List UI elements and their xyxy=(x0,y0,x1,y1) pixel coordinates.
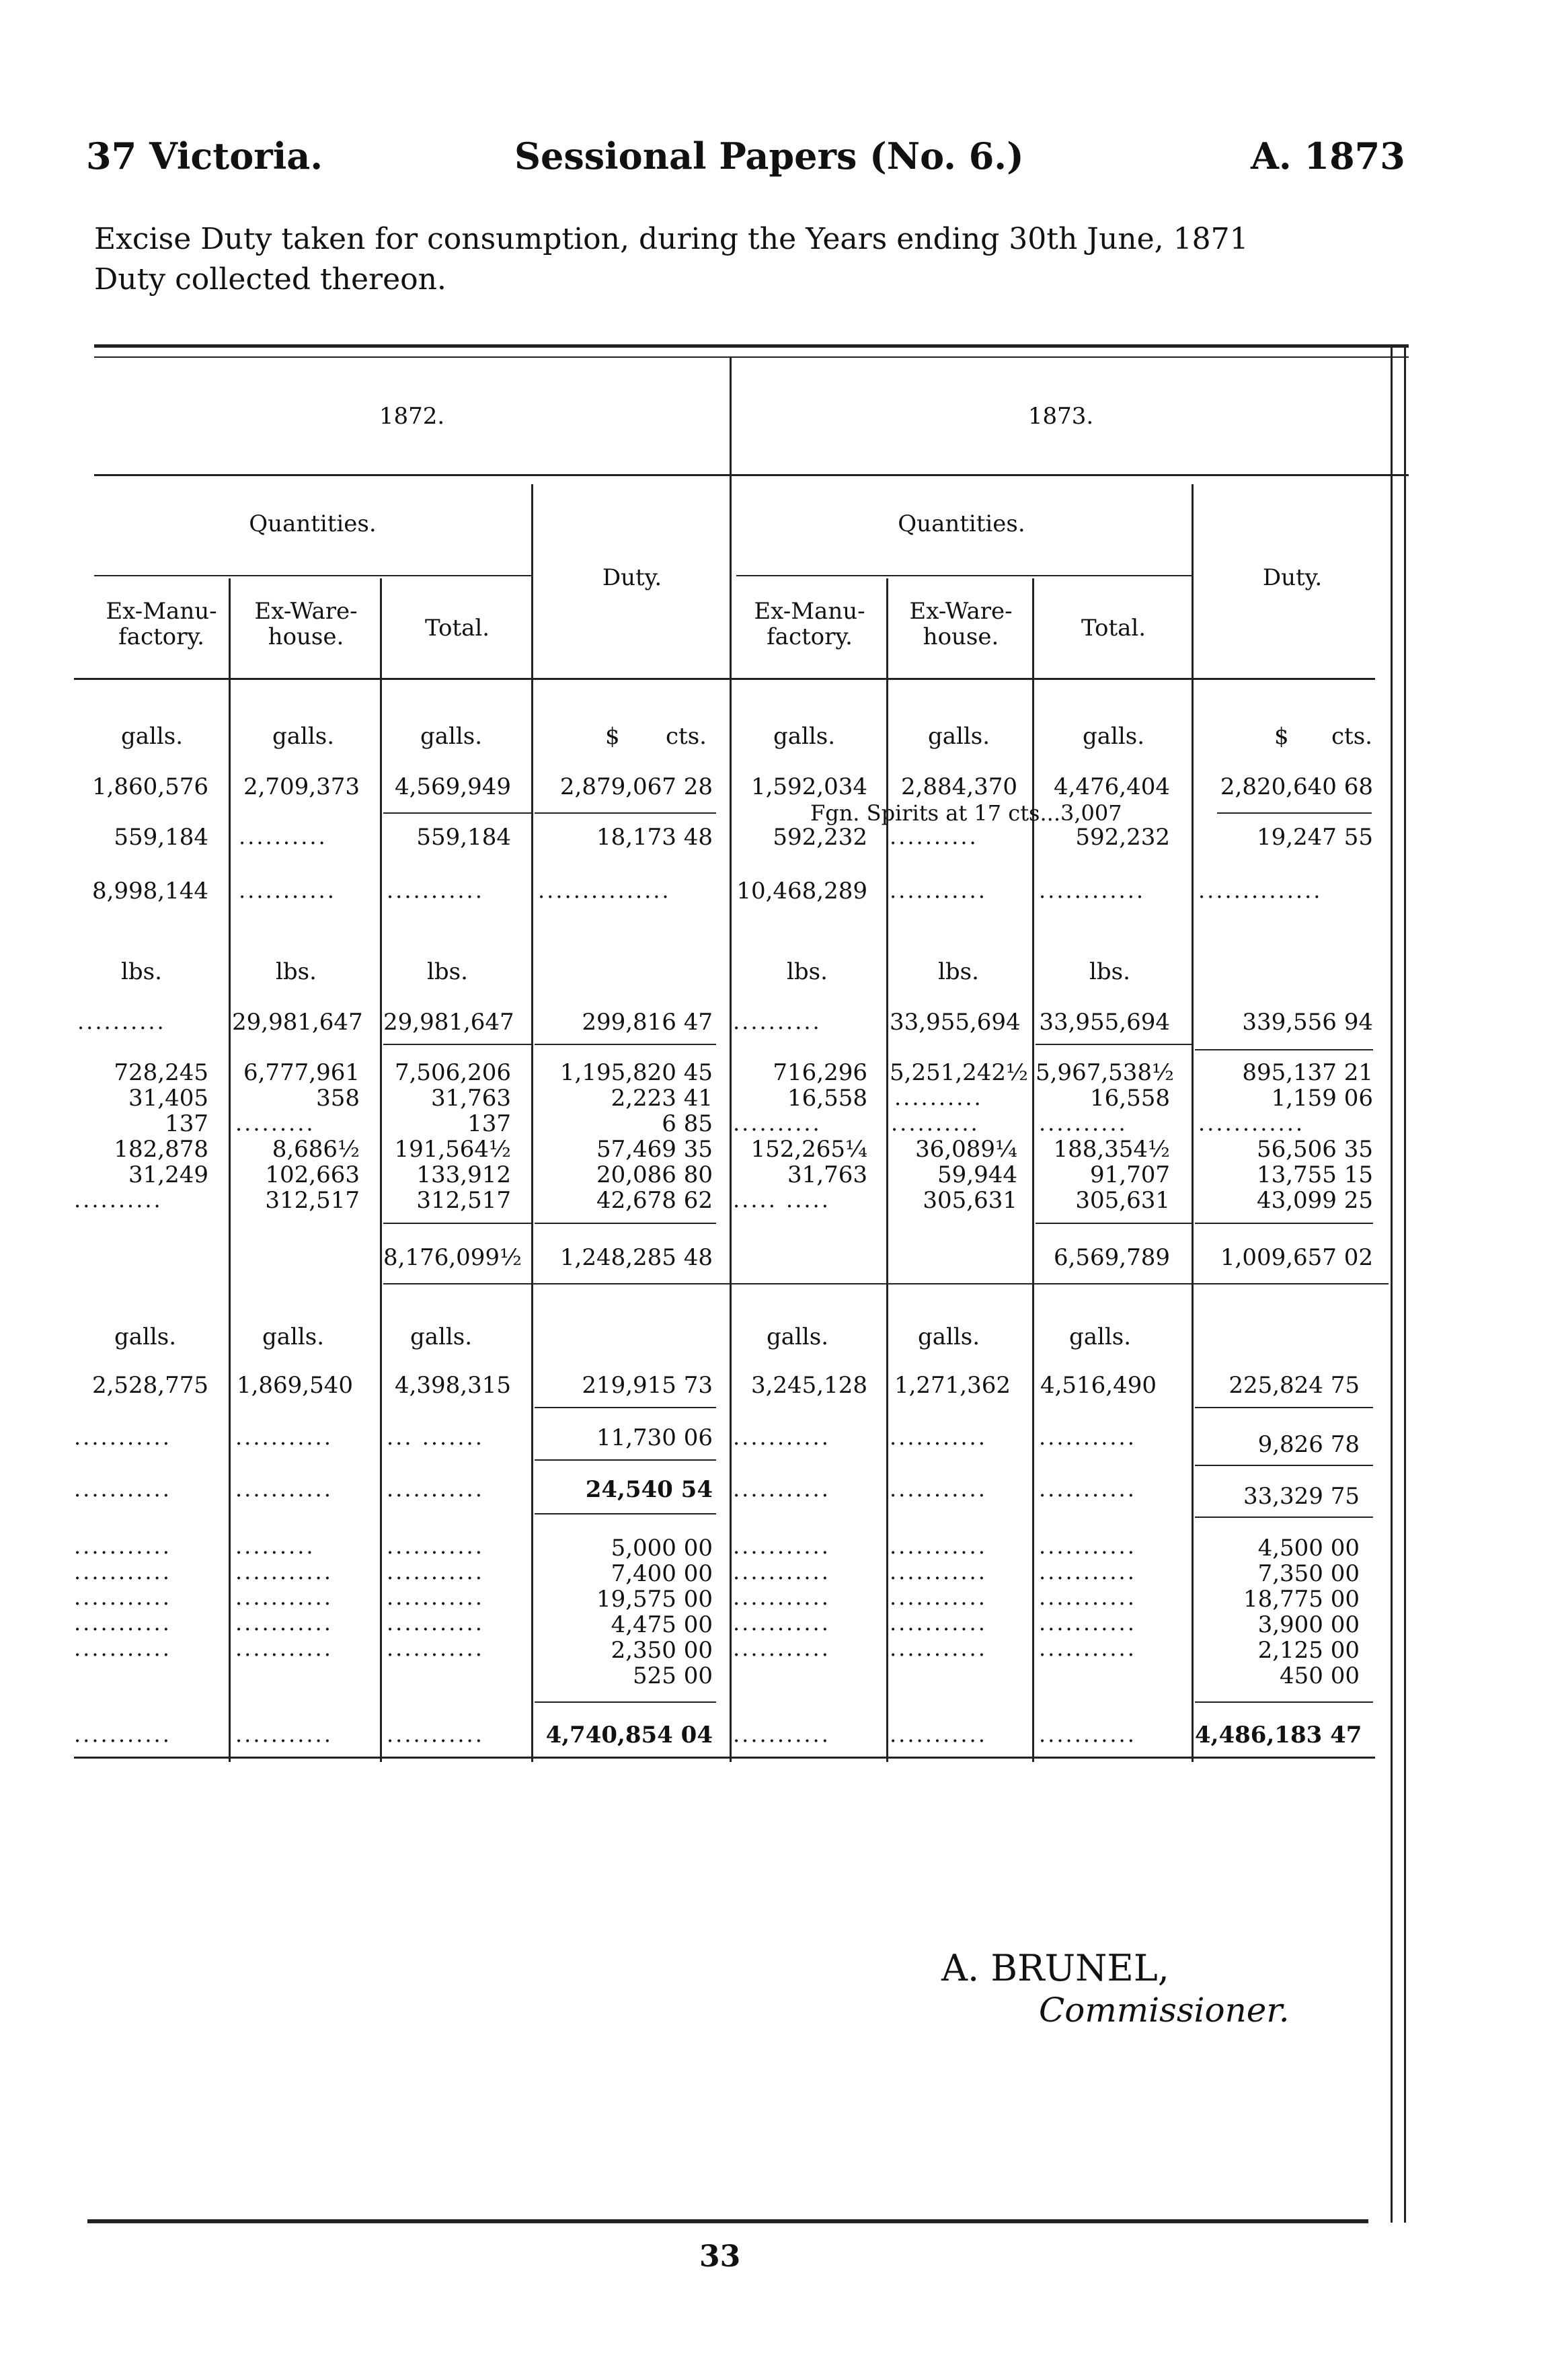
table-cell: 305,631 xyxy=(1075,1187,1170,1214)
page-bottom-rule xyxy=(87,2219,1368,2223)
dot-leader-block: ........... ........... ........... ........... ........... xyxy=(1039,1533,1136,1661)
unit-cts: cts. xyxy=(666,723,707,750)
dot-leader: ........... xyxy=(387,1476,484,1502)
sub-rule xyxy=(535,1407,716,1408)
unit-galls: galls. xyxy=(272,723,335,750)
unit-lbs: lbs. xyxy=(1089,958,1130,985)
table-cell: 1,869,540 xyxy=(236,1372,353,1399)
year-1873: 1873. xyxy=(1027,403,1094,430)
table-cell: 16,558 xyxy=(1090,1085,1170,1112)
table-cell: 7,400 00 xyxy=(611,1560,713,1587)
unit-galls: galls. xyxy=(121,723,184,750)
sub-rule xyxy=(1217,812,1372,814)
dot-leader: ........... xyxy=(890,1424,987,1450)
dot-leader: ........... xyxy=(1039,1424,1136,1450)
col-sep-6 xyxy=(1032,578,1034,1762)
dot-leader: ............ xyxy=(1198,1110,1305,1136)
dot-leader: ........... xyxy=(890,1476,987,1502)
table-cell: 1,159 06 xyxy=(1271,1085,1373,1112)
sub-rule xyxy=(535,1044,716,1045)
table-cell: 56,506 35 xyxy=(1256,1136,1373,1163)
col-sep-year xyxy=(730,356,732,1762)
unit-dollar: $ xyxy=(1274,723,1289,750)
unit-lbs: lbs. xyxy=(427,958,468,985)
sub-rule xyxy=(1195,1517,1373,1518)
dot-leader-block: ......... ........... ........... ........... ........... xyxy=(235,1533,333,1661)
table-cell: 33,329 75 xyxy=(1243,1483,1360,1510)
table-top-rule xyxy=(94,344,1409,348)
sub-rule xyxy=(1195,1049,1373,1050)
sub-rule xyxy=(1036,1223,1192,1224)
signature-title: Commissioner. xyxy=(1039,1991,1290,2030)
table-cell: 525 00 xyxy=(633,1662,713,1689)
table-cell: 137 xyxy=(165,1110,208,1137)
dot-leader: .......... xyxy=(77,1009,166,1034)
dot-leader-block: ........... ........... ........... ........... ........... xyxy=(733,1533,830,1661)
table-cell: 182,878 xyxy=(114,1136,208,1163)
table-cell: 7,506,206 xyxy=(394,1059,511,1086)
dot-leader: ........... xyxy=(890,878,987,903)
sub-rule xyxy=(1195,1223,1373,1224)
col-sep-7 xyxy=(1192,484,1194,1762)
table-cell: 339,556 94 xyxy=(1242,1009,1373,1036)
table-cell: 2,350 00 xyxy=(611,1637,713,1664)
table-cell: 3,900 00 xyxy=(1257,1611,1360,1638)
dot-leader: ........... xyxy=(387,878,484,903)
dot-leader: ........... xyxy=(733,1722,830,1747)
unit-galls: galls. xyxy=(410,1323,473,1350)
sub-rule xyxy=(535,1459,716,1461)
unit-galls: galls. xyxy=(918,1323,980,1350)
dot-leader: .......... xyxy=(890,824,978,849)
unit-dollar: $ xyxy=(605,723,620,750)
table-cell: 59,944 xyxy=(937,1161,1017,1188)
table-cell: 2,709,373 xyxy=(243,773,360,800)
col-sep-3 xyxy=(531,484,533,1762)
dot-leader: ........... xyxy=(733,1424,830,1450)
sub-rule xyxy=(1195,1465,1373,1466)
signature-name: A. BRUNEL, xyxy=(941,1947,1169,1989)
table-cell: 16,558 xyxy=(787,1085,867,1112)
col-total-1872: Total. xyxy=(424,615,490,642)
table-cell: 219,915 73 xyxy=(582,1372,713,1399)
table-cell: 42,678 62 xyxy=(596,1187,713,1214)
dot-leader: .............. xyxy=(1198,878,1323,903)
table-cell: 8,686½ xyxy=(272,1136,360,1163)
table-cell: 188,354½ xyxy=(1053,1136,1170,1163)
sub-rule xyxy=(383,1044,531,1045)
table-cell: 450 00 xyxy=(1280,1662,1360,1689)
dot-leader: ........... xyxy=(733,1476,830,1502)
table-cell: 592,232 xyxy=(1075,824,1170,851)
table-cell: 305,631 xyxy=(923,1187,1017,1214)
dot-leader: ..... ..... xyxy=(733,1187,830,1213)
table-cell: 13,755 15 xyxy=(1256,1161,1373,1188)
dot-leader-block: ........... ........... ........... ........... ........... xyxy=(74,1533,171,1661)
unit-galls: galls. xyxy=(1069,1323,1132,1350)
table-cell: 133,912 xyxy=(416,1161,511,1188)
table-cell: 2,879,067 28 xyxy=(559,773,713,800)
table-cell: 2,528,775 xyxy=(91,1372,208,1399)
frame-right-2 xyxy=(1404,346,1406,2223)
dot-leader: .......... xyxy=(894,1085,983,1110)
table-cell: 11,730 06 xyxy=(596,1424,713,1451)
dot-leader: ........... xyxy=(74,1476,171,1502)
table-cell: 33,955,694 xyxy=(1039,1009,1170,1036)
dot-leader: ... ....... xyxy=(387,1424,484,1450)
table-cell: 4,476,404 xyxy=(1053,773,1170,800)
grand-total-1872: 4,740,854 04 xyxy=(545,1722,713,1749)
col-ex-manufactory-1873: Ex-Manu- factory. xyxy=(754,598,865,650)
dot-leader-block: ........... ........... ........... ........... ........... xyxy=(890,1533,987,1661)
table-cell: 29,981,647 xyxy=(383,1009,514,1036)
table-cell: 728,245 xyxy=(114,1059,208,1086)
dot-leader: ........... xyxy=(387,1722,484,1747)
dot-leader: ............ xyxy=(1039,878,1146,903)
table-cell: 312,517 xyxy=(265,1187,360,1214)
table-cell: 559,184 xyxy=(416,824,511,851)
table-cell: 137 xyxy=(467,1110,511,1137)
table-cell: 7,350 00 xyxy=(1257,1560,1360,1587)
dot-leader: ........... xyxy=(890,1722,987,1747)
table-cell: 24,540 54 xyxy=(585,1476,713,1503)
table-cell: 31,405 xyxy=(128,1085,208,1112)
dot-leader: .......... xyxy=(733,1009,822,1034)
dot-leader: ........... xyxy=(235,1722,333,1747)
table-bottom-rule xyxy=(74,1757,1375,1759)
duty-1872: Duty. xyxy=(602,564,662,591)
sub-rule xyxy=(1195,1407,1373,1408)
table-cell: 2,820,640 68 xyxy=(1220,773,1373,800)
dot-leader: ............... xyxy=(538,878,671,903)
unit-cts: cts. xyxy=(1331,723,1372,750)
table-cell: 2,884,370 xyxy=(900,773,1017,800)
sub-rule xyxy=(383,1223,531,1224)
table-cell: 57,469 35 xyxy=(596,1136,713,1163)
dot-leader: ........... xyxy=(1039,1722,1136,1747)
fgn-spirits-note: Fgn. Spirits at 17 cts...3,007 xyxy=(810,800,1122,826)
dot-leader: .......... xyxy=(239,824,327,849)
unit-galls: galls. xyxy=(1083,723,1145,750)
table-cell: 8,176,099½ xyxy=(383,1244,522,1271)
table-cell: 5,000 00 xyxy=(611,1535,713,1562)
table-cell: 20,086 80 xyxy=(596,1161,713,1188)
year-1872: 1872. xyxy=(379,403,445,430)
table-cell: 6 85 xyxy=(662,1110,713,1137)
table-cell: 36,089¼ xyxy=(915,1136,1017,1163)
table-cell: 299,816 47 xyxy=(582,1009,713,1036)
table-cell: 33,955,694 xyxy=(890,1009,1021,1036)
dot-leader: ........... xyxy=(74,1424,171,1450)
table-cell: 4,569,949 xyxy=(394,773,511,800)
caption-line-2: Duty collected thereon. xyxy=(94,262,446,297)
table-cell: 895,137 21 xyxy=(1242,1059,1373,1086)
sub-rule xyxy=(535,1513,716,1514)
dot-leader: .......... xyxy=(733,1110,822,1136)
table-cell: 19,575 00 xyxy=(596,1586,713,1613)
unit-galls: galls. xyxy=(767,1323,829,1350)
table-cell: 5,251,242½ xyxy=(890,1059,1028,1086)
table-cell: 2,125 00 xyxy=(1257,1637,1360,1664)
dot-leader: ........... xyxy=(1039,1476,1136,1502)
table-cell: 716,296 xyxy=(773,1059,867,1086)
header-bottom-rule xyxy=(74,678,1375,680)
table-cell: 19,247 55 xyxy=(1256,824,1373,851)
sub-rule xyxy=(535,1223,716,1224)
table-cell: 102,663 xyxy=(265,1161,360,1188)
quantities-rule-1873 xyxy=(736,575,1194,576)
header-session: 37 Victoria. xyxy=(86,135,323,178)
table-cell: 8,998,144 xyxy=(91,878,208,905)
quantities-1872: Quantities. xyxy=(249,510,377,537)
col-total-1873: Total. xyxy=(1081,615,1146,642)
table-cell: 29,981,647 xyxy=(232,1009,363,1036)
table-cell: 1,271,362 xyxy=(894,1372,1011,1399)
table-cell: 18,173 48 xyxy=(596,824,713,851)
sub-rule xyxy=(383,812,531,814)
table-cell: 559,184 xyxy=(114,824,208,851)
dot-leader: ........... xyxy=(239,878,336,903)
unit-lbs: lbs. xyxy=(787,958,828,985)
table-cell: 43,099 25 xyxy=(1256,1187,1373,1214)
table-cell: 1,248,285 48 xyxy=(559,1244,713,1271)
unit-galls: galls. xyxy=(928,723,990,750)
table-cell: 4,500 00 xyxy=(1257,1535,1360,1562)
grand-total-1873: 4,486,183 47 xyxy=(1195,1722,1362,1749)
unit-lbs: lbs. xyxy=(276,958,317,985)
unit-galls: galls. xyxy=(773,723,836,750)
table-cell: 592,232 xyxy=(773,824,867,851)
table-cell: 1,860,576 xyxy=(91,773,208,800)
page-number: 33 xyxy=(699,2239,741,2274)
table-cell: 91,707 xyxy=(1090,1161,1170,1188)
table-cell: 31,763 xyxy=(787,1161,867,1188)
sub-rule xyxy=(1036,1044,1192,1045)
quantities-rule-1872 xyxy=(94,575,531,576)
unit-galls: galls. xyxy=(262,1323,325,1350)
table-cell: 9,826 78 xyxy=(1257,1431,1360,1458)
table-cell: 6,777,961 xyxy=(243,1059,360,1086)
col-ex-manufactory-1872: Ex-Manu- factory. xyxy=(106,598,217,650)
table-cell: 4,516,490 xyxy=(1040,1372,1157,1399)
header-title: Sessional Papers (No. 6.) xyxy=(514,135,1024,178)
sub-rule xyxy=(535,812,716,814)
header-code: A. 1873 xyxy=(1251,135,1405,178)
table-cell: 191,564½ xyxy=(394,1136,511,1163)
dot-leader: ........... xyxy=(235,1476,333,1502)
table-cell: 1,009,657 02 xyxy=(1220,1244,1373,1271)
dot-leader: .......... xyxy=(74,1187,163,1213)
sub-rule xyxy=(1195,1701,1373,1703)
table-cell: 2,223 41 xyxy=(611,1085,713,1112)
dot-leader: .......... xyxy=(891,1110,980,1136)
dot-leader: ........... xyxy=(74,1722,171,1747)
quantities-1873: Quantities. xyxy=(898,510,1025,537)
dot-leader: ......... xyxy=(235,1110,315,1136)
frame-right-1 xyxy=(1391,346,1393,2223)
sub-rule xyxy=(535,1701,716,1703)
unit-lbs: lbs. xyxy=(121,958,162,985)
caption-line-1: Excise Duty taken for consumption, during the Years ending 30th June, 1871 xyxy=(94,222,1249,256)
table-cell: 152,265¼ xyxy=(750,1136,867,1163)
year-rule xyxy=(94,474,1409,476)
duty-1873: Duty. xyxy=(1262,564,1323,591)
dot-leader-block: ........... ........... ........... ........... ........... xyxy=(387,1533,484,1661)
table-cell: 4,475 00 xyxy=(611,1611,713,1638)
table-cell: 5,967,538½ xyxy=(1036,1059,1174,1086)
table-cell: 3,245,128 xyxy=(750,1372,867,1399)
unit-galls: galls. xyxy=(420,723,483,750)
table-top-rule-thin xyxy=(94,356,1409,358)
col-sep-2 xyxy=(380,578,382,1762)
col-ex-warehouse-1872: Ex-Ware- house. xyxy=(254,598,358,650)
table-cell: 31,249 xyxy=(128,1161,208,1188)
unit-lbs: lbs. xyxy=(938,958,979,985)
dot-leader: ........... xyxy=(235,1424,333,1450)
col-sep-5 xyxy=(886,578,888,1762)
table-cell: 18,775 00 xyxy=(1243,1586,1360,1613)
unit-galls: galls. xyxy=(114,1323,177,1350)
table-cell: 6,569,789 xyxy=(1053,1244,1170,1271)
table-cell: 225,824 75 xyxy=(1228,1372,1360,1399)
dot-leader: .......... xyxy=(1039,1110,1128,1136)
col-ex-warehouse-1873: Ex-Ware- house. xyxy=(909,598,1013,650)
col-sep-1 xyxy=(229,578,231,1762)
table-cell: 4,398,315 xyxy=(394,1372,511,1399)
table-cell: 31,763 xyxy=(431,1085,511,1112)
table-cell: 312,517 xyxy=(416,1187,511,1214)
sub-rule xyxy=(383,1283,1389,1284)
table-cell: 10,468,289 xyxy=(736,878,867,905)
table-cell: 358 xyxy=(316,1085,360,1112)
table-cell: 1,592,034 xyxy=(750,773,867,800)
table-cell: 1,195,820 45 xyxy=(559,1059,713,1086)
